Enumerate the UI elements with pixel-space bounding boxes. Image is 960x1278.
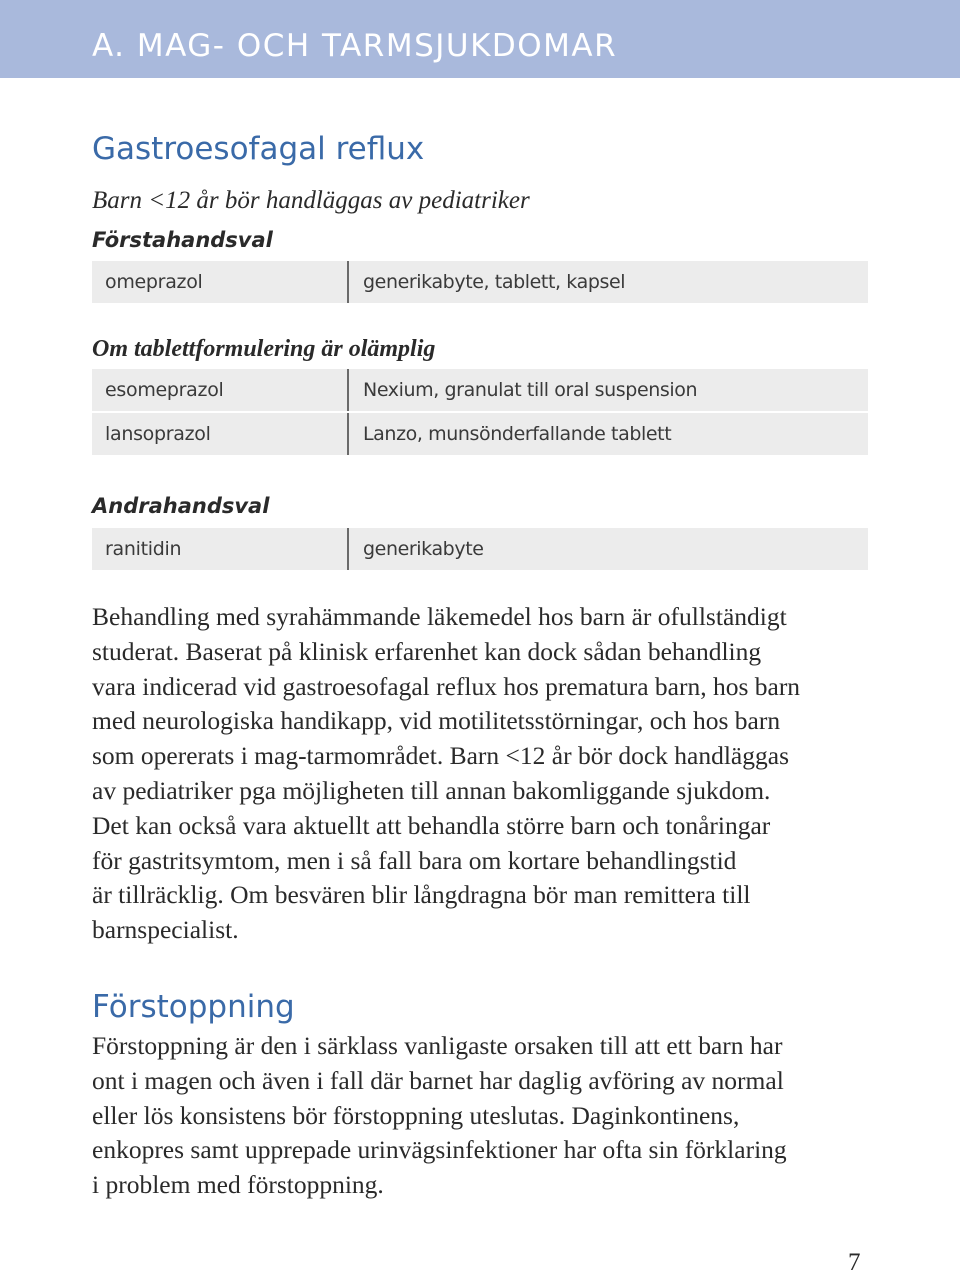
- section-heading-reflux: Gastroesofagal reflux: [92, 131, 425, 167]
- drug-name: omeprazol: [105, 271, 203, 293]
- table-row: [92, 261, 868, 303]
- body-line: ont i magen och även i fall där barnet har daglig avföring av normal: [92, 1065, 784, 1095]
- unsuitable-formulation-table: [92, 369, 868, 455]
- body-line: Förstoppning är den i särklass vanligaste orsaken till att ett barn har: [92, 1031, 783, 1060]
- body-line: enkopres samt upprepade urinvägsinfektioner har ofta sin förklaring: [92, 1135, 787, 1165]
- pediatric-note: Barn <12 år bör handläggas av pediatriker: [92, 187, 530, 214]
- body-line: för gastritsymtom, men i så fall bara om kortare behandlingstid: [92, 845, 737, 875]
- page-number: 7: [848, 1249, 861, 1276]
- first-choice-label: Förstahandsval: [92, 228, 273, 252]
- chapter-header-band: [0, 0, 960, 78]
- drug-name: esomeprazol: [105, 379, 224, 401]
- table-row: [92, 369, 868, 411]
- table-row: [92, 528, 868, 570]
- body-line: Det kan också vara aktuellt att behandla större barn och tonåringar: [92, 810, 771, 840]
- constipation-body-text: [92, 1029, 882, 1203]
- body-line: är tillräcklig. Om besvären blir långdragna bör man remittera till: [92, 880, 751, 910]
- table-row: [92, 411, 868, 455]
- drug-description: generikabyte, tablett, kapsel: [363, 271, 626, 293]
- section-heading-constipation: Förstoppning: [92, 989, 295, 1025]
- body-line: som opererats i mag-tarmområdet. Barn <12 år bör dock handläggas: [92, 741, 789, 771]
- drug-name: ranitidin: [105, 538, 182, 560]
- second-choice-label: Andrahandsval: [92, 494, 270, 518]
- body-line: Behandling med syrahämmande läkemedel hos barn är ofullständigt: [92, 602, 787, 631]
- drug-name: lansoprazol: [105, 423, 211, 445]
- body-line: eller lös konsistens bör förstoppning uteslutas. Daginkontinens,: [92, 1100, 740, 1130]
- body-line: med neurologiska handikapp, vid motilitetsstörningar, och hos barn: [92, 706, 781, 736]
- drug-description: Lanzo, munsönderfallande tablett: [363, 423, 672, 445]
- body-line: i problem med förstoppning.: [92, 1170, 384, 1200]
- body-line: studerat. Baserat på klinisk erfarenhet kan dock sådan behandling: [92, 636, 762, 666]
- body-line: barnspecialist.: [92, 915, 239, 945]
- reflux-body-text: [92, 600, 882, 948]
- chapter-title: A. MAG- OCH TARMSJUKDOMAR: [92, 28, 618, 64]
- body-line: vara indicerad vid gastroesofagal reflux hos prematura barn, hos barn: [92, 671, 801, 701]
- first-choice-table: [92, 261, 868, 303]
- drug-description: generikabyte: [363, 538, 484, 560]
- drug-description: Nexium, granulat till oral suspension: [363, 379, 698, 401]
- second-choice-table: [92, 528, 868, 570]
- unsuitable-formulation-label: Om tablettformulering är olämplig: [92, 336, 436, 362]
- body-line: av pediatriker pga möjligheten till annan bakomliggande sjukdom.: [92, 775, 771, 805]
